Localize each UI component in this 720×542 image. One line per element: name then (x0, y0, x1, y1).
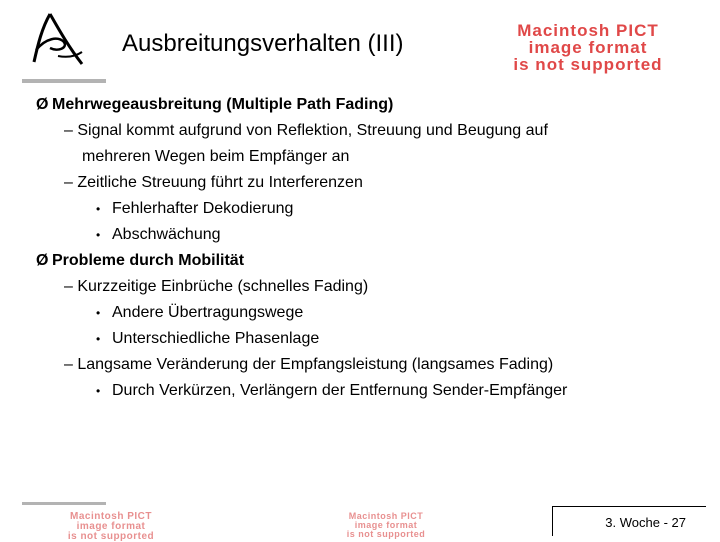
pict-line-2: image format (76, 521, 146, 532)
bullet-text: mehreren Wegen beim Empfänger an (82, 148, 350, 165)
bullet-marker: • (96, 306, 101, 320)
pict-line-3: is not supported (513, 55, 663, 74)
page-title: Ausbreitungsverhalten (III) (122, 30, 404, 57)
bullet-item (36, 224, 706, 250)
pict-line-3: is not supported (67, 531, 155, 542)
pict-placeholder-bottom-middle (334, 512, 438, 539)
pict-placeholder-top (474, 22, 702, 73)
bullet-text: Signal kommt aufgrund von Reflektion, Streuung und Beugung auf (77, 122, 548, 139)
bullet-text: Fehlerhafter Dekodierung (112, 200, 294, 217)
bullet-marker: Ø (36, 96, 49, 113)
bullet-text: Zeitliche Streuung führt zu Interferenzen (77, 174, 363, 191)
slide-number: 3. Woche - 27 (605, 515, 686, 530)
bullet-text: Langsame Veränderung der Empfangsleistung (langsames Fading) (77, 356, 554, 373)
bullet-text: Kurzzeitige Einbrüche (schnelles Fading) (77, 278, 369, 295)
bullet-item (36, 276, 706, 302)
pict-line-3: is not supported (346, 529, 426, 539)
footer-divider (22, 502, 106, 505)
bullet-marker: • (96, 384, 101, 398)
pict-placeholder-bottom-left (22, 512, 200, 542)
bullet-item (36, 380, 706, 406)
bullet-marker: – (64, 278, 73, 295)
bullet-marker: – (64, 122, 73, 139)
bullet-item (36, 328, 706, 354)
logo-icon (28, 10, 88, 70)
bullet-text: Andere Übertragungswege (112, 304, 304, 321)
bullet-item (36, 250, 706, 276)
bullet-text: Mehrwegeausbreitung (Multiple Path Fading) (52, 96, 394, 113)
pict-line-2: image format (354, 520, 418, 530)
bullet-item (36, 302, 706, 328)
bullet-text: Probleme durch Mobilität (52, 252, 245, 269)
pict-line-1: Macintosh PICT (348, 511, 424, 521)
pict-line-1: Macintosh PICT (69, 511, 152, 522)
title-divider (22, 79, 106, 83)
bullet-list (36, 94, 706, 406)
bullet-marker: • (96, 202, 101, 216)
bullet-item (36, 146, 706, 172)
bullet-item (36, 198, 706, 224)
bullet-marker: • (96, 228, 101, 242)
bullet-marker: Ø (36, 252, 49, 269)
pict-line-1: Macintosh PICT (517, 21, 659, 40)
bullet-marker: – (64, 174, 73, 191)
bullet-item (36, 354, 706, 380)
bullet-text: Unterschiedliche Phasenlage (112, 330, 320, 347)
bullet-item (36, 94, 706, 120)
bullet-item (36, 120, 706, 146)
bullet-marker: – (64, 356, 73, 373)
bullet-text: Durch Verkürzen, Verlängern der Entfernung Sender-Empfänger (112, 382, 568, 399)
bullet-text: Abschwächung (112, 226, 221, 243)
pict-line-2: image format (528, 38, 648, 57)
bullet-marker: • (96, 332, 101, 346)
bullet-item (36, 172, 706, 198)
footer-box (552, 506, 706, 536)
